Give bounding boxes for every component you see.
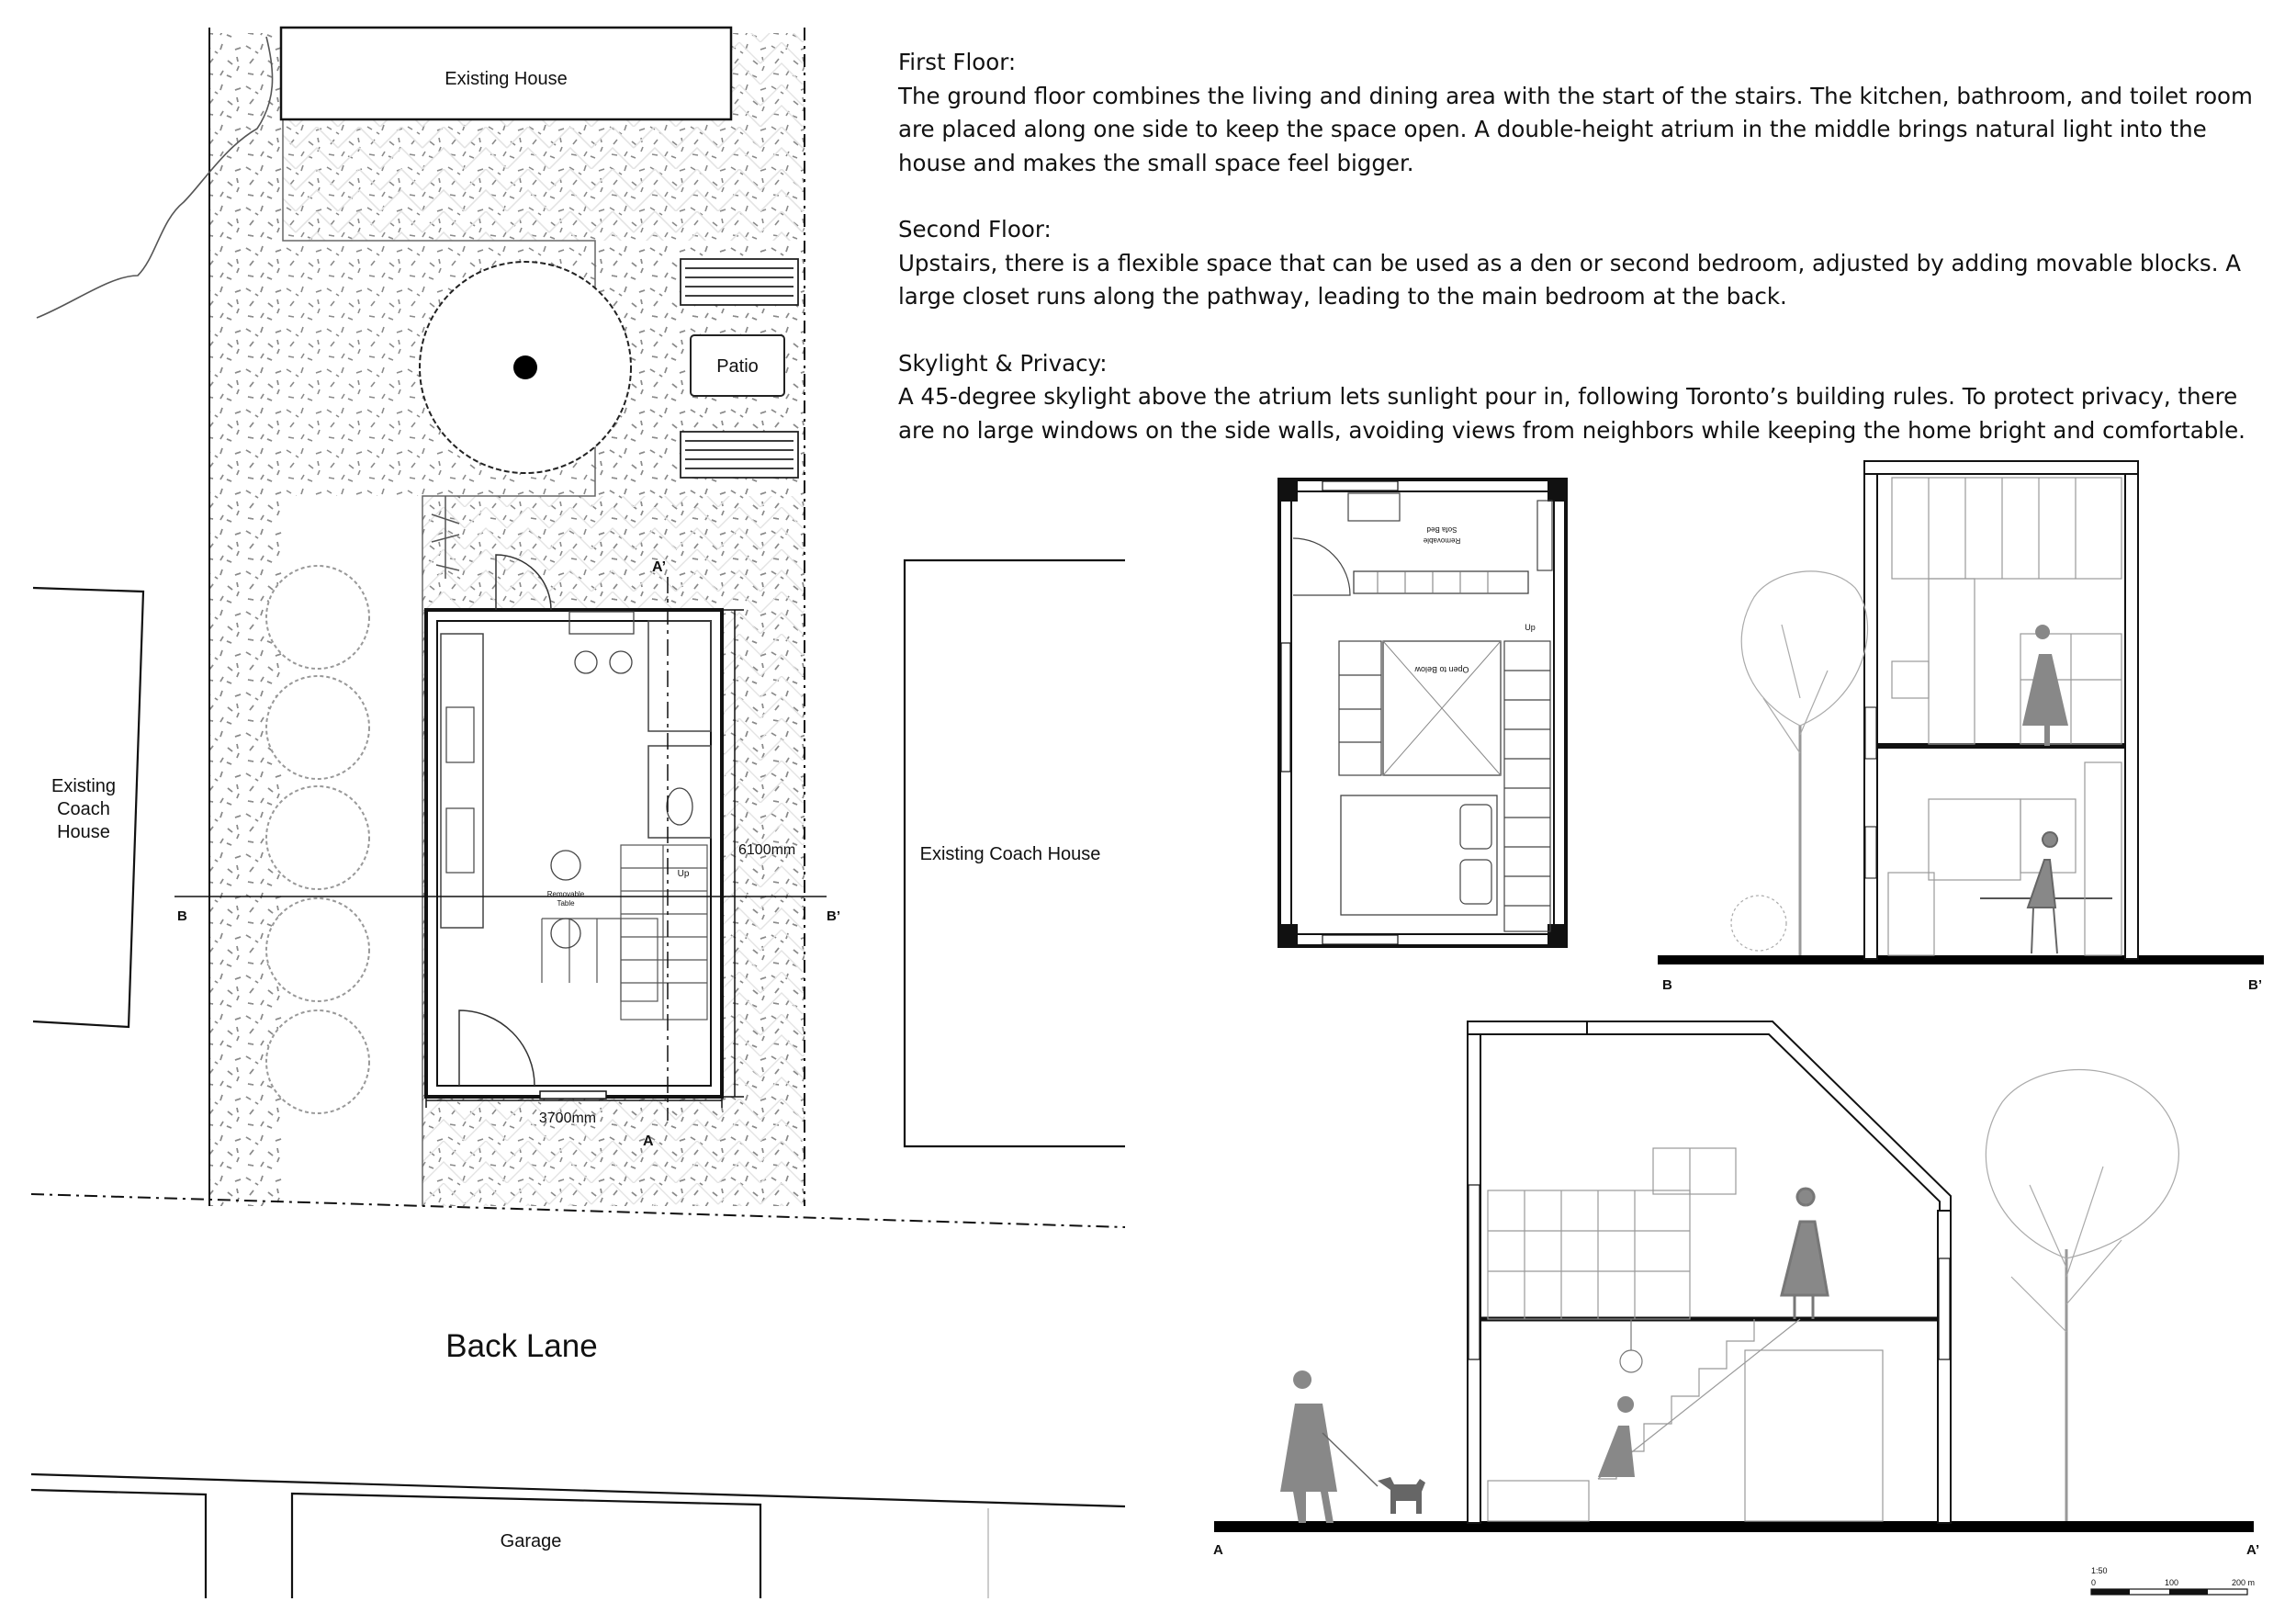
section-a-bottom-label: A [643,1133,654,1149]
section-bb-right-label: B’ [2248,977,2262,993]
section-b-right-label: B’ [827,908,840,924]
removable-sofa-bed-label-2: Sofa Bed [1426,525,1458,534]
section-bb-left-label: B [1662,977,1672,993]
scale-tick-100: 100 [2165,1578,2179,1587]
first-floor-heading: First Floor: [898,49,1017,75]
skylight [1587,1021,1951,1211]
patio-label: Patio [716,356,759,377]
scale-tick-200: 200 m [2232,1578,2256,1587]
section-bb [1658,461,2264,993]
project-description [898,46,2276,480]
figure-upper [2022,625,2068,746]
skylight-privacy-text: A 45-degree skylight above the atrium lets sunlight pour in, following Toronto’s building rules. To protect privacy, there are no large windows on the side walls, avoiding views from neighbors while keeping the home bright and comfortable. [898,383,2245,444]
shrub-row [266,566,369,1113]
left-coach-house-label-1: Existing [51,776,117,796]
figure-seated-lower [1598,1396,1635,1477]
scale-tick-0: 0 [2091,1578,2097,1587]
depth-dimension-label: 6100mm [738,842,796,858]
section-a-top-label: A’ [652,559,667,575]
width-dimension-label: 3700mm [538,1111,597,1126]
back-lane-label: Back Lane [445,1328,598,1364]
ground-floor-up-label: Up [677,869,690,879]
scale-ratio: 1:50 [2091,1566,2108,1575]
second-floor-heading: Second Floor: [898,216,1052,242]
lane-edge-line [31,1474,1125,1506]
second-floor-section [898,213,2276,314]
left-coach-house-label-2: Coach [57,799,110,819]
section-aa-right-label: A’ [2246,1542,2260,1558]
section-bb-tree [1731,571,1868,955]
removable-table-label-1: Removable [546,890,585,898]
second-floor-plan [1279,479,1566,946]
figure-seated [2028,832,2057,953]
skylight-privacy-heading: Skylight & Privacy: [898,349,1108,377]
first-floor-section [898,46,2276,180]
section-b-left-label: B [177,908,187,924]
open-to-below-label: Open to Below [1414,665,1469,674]
right-coach-house-label: Existing Coach House [919,844,1101,864]
dog [1378,1477,1425,1514]
left-coach-house-label-3: House [57,822,110,842]
first-floor-text: The ground floor combines the living and dining area with the start of the stairs. The kitchen, bathroom, and toilet room are placed along one side to keep the space open. A double-height atrium in the middle brings natural light into the house and makes the small space feel bigger. [898,82,2253,176]
patio-bench-top [681,259,798,305]
existing-house-label: Existing House [445,69,568,89]
section-aa-left-label: A [1213,1542,1223,1558]
figure-on-stair [1782,1189,1828,1319]
garage-label: Garage [500,1531,562,1551]
section-aa [1213,1021,2259,1558]
removable-sofa-bed-label-1: Removable [1423,536,1461,545]
removable-table-label-2: Table [557,899,575,908]
second-floor-text: Upstairs, there is a flexible space that can be used as a den or second bedroom, adjusted by adding movable blocks. A large closet runs along the pathway, leading to the main bedroom at the back. [898,249,2242,310]
scale-bar [2091,1566,2255,1595]
skylight-privacy-section [898,347,2276,448]
section-aa-tree [1986,1070,2178,1521]
figure-walking [1280,1370,1337,1523]
patio-bench-bottom [681,432,798,478]
tree-trunk [513,355,537,379]
second-floor-up-label: Up [1525,623,1536,632]
ground-floor-plan [426,555,722,1099]
